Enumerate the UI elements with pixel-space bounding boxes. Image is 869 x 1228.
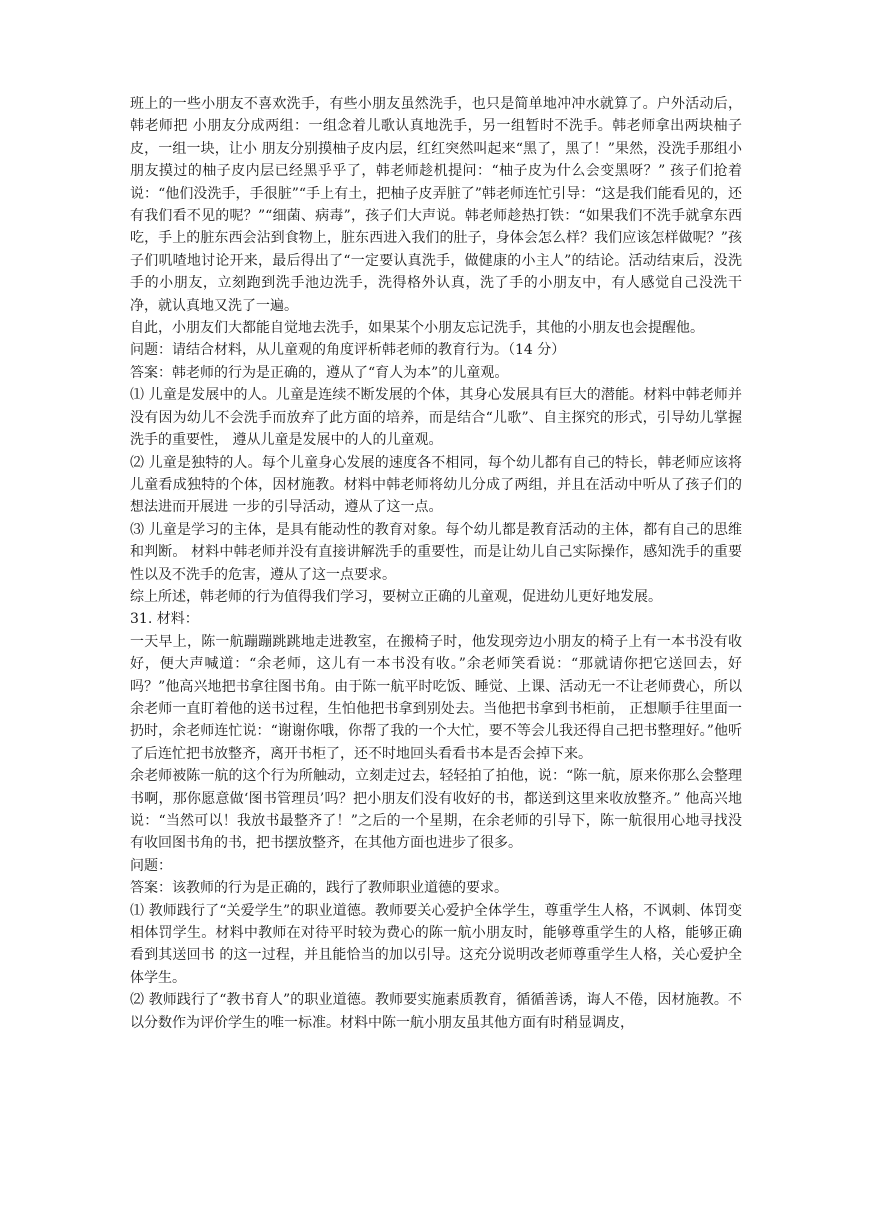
paragraph-question-31-heading: 31. 材料：	[130, 611, 199, 628]
paragraph-answer-31: 答案：该教师的行为是正确的，践行了教师职业道德的要求。	[130, 880, 508, 897]
paragraph-answer-30: 答案：韩老师的行为是正确的，遵从了“育人为本”的儿童观。	[130, 364, 509, 381]
paragraph-answer-31-point-1: ⑴ 教师践行了“关爱学生”的职业道德。教师要关心爱护全体学生，尊重学生人格，不讽刺、体罚变相体罚学生。材料中教师在对待平时较为费心的陈一航小朋友时，能够尊重学生的人格，能够正确看到其送回书 的这一过程，并且能恰当的加以引导。这充分说明改老师尊重学生人格，关心爱护全体学生。	[130, 902, 742, 986]
paragraph-reminder: 自此，小朋友们大都能自觉地去洗手，如果某个小朋友忘记洗手，其他的小朋友也会提醒他。	[130, 320, 704, 337]
paragraph-answer-30-summary: 综上所述，韩老师的行为值得我们学习，要树立正确的儿童观，促进幼儿更好地发展。	[130, 588, 662, 605]
paragraph-answer-30-point-2: ⑵ 儿童是独特的人。每个儿童身心发展的速度各不相同，每个幼儿都有自己的特长，韩老师应该将儿童看成独特的个体，因材施教。材料中韩老师将幼儿分成了两组，并且在活动中听从了孩子们的想法进而开展进 一步的引导活动，遵从了这一点。	[130, 454, 742, 516]
paragraph-question-31: 问题：	[130, 857, 172, 874]
paragraph-question-30: 问题：请结合材料，从儿童观的角度评析韩老师的教育行为。（14 分）	[130, 342, 566, 359]
document-page	[130, 93, 742, 1034]
paragraph-material-handwashing: 班上的一些小朋友不喜欢洗手，有些小朋友虽然洗手，也只是简单地冲冲水就算了。户外活动后，韩老师把 小朋友分成两组：一组念着儿歌认真地洗手，另一组暂时不洗手。韩老师拿出两块柚子皮，一组一块，让小 朋友分别摸柚子皮内层，红红突然叫起来“黑了，黑了！”果然，没洗手那组小朋友摸过的柚子皮内层已经黑乎乎了，韩老师趁机提问：“柚子皮为什么会变黑呀？” 孩子们抢着说：“他们没洗手，手很脏”“手上有土，把柚子皮弄脏了”韩老师连忙引导：“这是我们能看见的，还有我们看不见的呢？”“细菌、病毒”，孩子们大声说。韩老师趁热打铁：“如果我们不洗手就拿东西吃，手上的脏东西会沾到食物上，脏东西进入我们的肚子，身体会怎么样？我们应该怎样做呢？”孩子们叽喳地讨论开来，最后得出了“一定要认真洗手，做健康的小主人”的结论。活动结束后，没洗手的小朋友，立刻跑到洗手池边洗手，洗得格外认真，洗了手的小朋友中，有人感觉自己没洗干净，就认真地又洗了一遍。	[130, 96, 742, 314]
paragraph-answer-31-point-2: ⑵ 教师践行了“教书育人”的职业道德。教师要实施素质教育，循循善诱，诲人不倦，因材施教。不以分数作为评价学生的唯一标准。材料中陈一航小朋友虽其他方面有时稍显调皮，	[130, 992, 742, 1031]
paragraph-material-librarian: 余老师被陈一航的这个行为所触动，立刻走过去，轻轻拍了拍他，说：“陈一航，原来你那么会整理书啊，那你愿意做‘图书管理员’吗？把小朋友们没有收好的书，都送到这里来收放整齐。” 他高兴地说：“当然可以！我放书最整齐了！”之后的一个星期，在余老师的引导下，陈一航很用心地寻找没有收回图书角的书，把书摆放整齐，在其他方面也进步了很多。	[130, 768, 742, 852]
paragraph-answer-30-point-1: ⑴ 儿童是发展中的人。儿童是连续不断发展的个体，其身心发展具有巨大的潜能。材料中韩老师并没有因为幼儿不会洗手而放弃了此方面的培养，而是结合“儿歌”、自主探究的形式，引导幼儿掌握洗手的重要性， 遵从儿童是发展中的人的儿童观。	[130, 387, 742, 449]
paragraph-material-book: 一天早上，陈一航蹦蹦跳跳地走进教室，在搬椅子时，他发现旁边小朋友的椅子上有一本书没有收好，便大声喊道：“余老师，这儿有一本书没有收。”余老师笑看说：“那就请你把它送回去，好吗？”他高兴地把书拿往图书角。由于陈一航平时吃饭、睡觉、上课、活动无一不让老师费心，所以余老师一直盯着他的送书过程，生怕他把书拿到别处去。当他把书拿到书柜前， 正想顺手往里面一扔时，余老师连忙说：“谢谢你哦，你帮了我的一个大忙，要不等会儿我还得自己把书整理好。”他听了后连忙把书放整齐，离开书柜了，还不时地回头看看书本是否会掉下来。	[130, 633, 742, 762]
paragraph-answer-30-point-3: ⑶ 儿童是学习的主体，是具有能动性的教育对象。每个幼儿都是教育活动的主体，都有自己的思维和判断。 材料中韩老师并没有直接讲解洗手的重要性，而是让幼儿自己实际操作，感知洗手的重要性以及不洗手的危害，遵从了这一点要求。	[130, 521, 742, 583]
